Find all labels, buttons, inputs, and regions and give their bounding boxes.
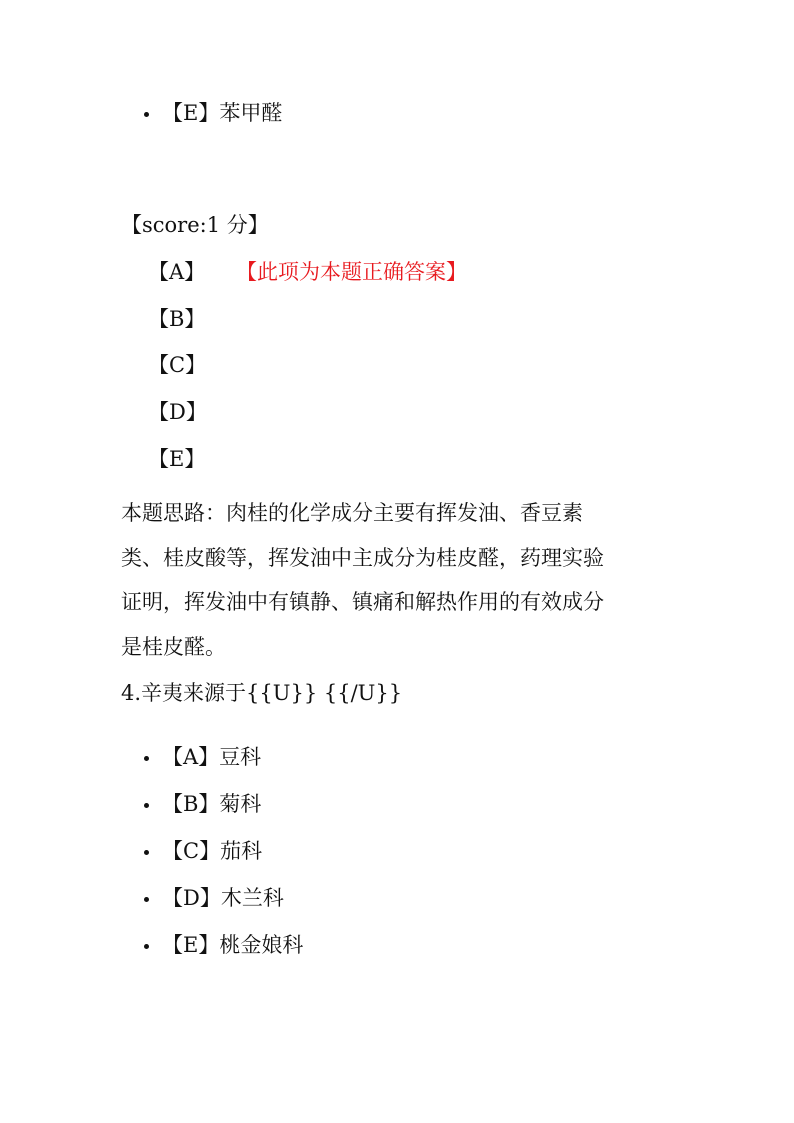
option-label: 【C】茄科 (162, 839, 263, 863)
option-label: 【B】菊科 (162, 792, 262, 816)
bullet-icon (144, 756, 149, 761)
explanation-line: 本题思路：肉桂的化学成分主要有挥发油、香豆素 (121, 501, 583, 525)
correct-answer-tag: 【此项为本题正确答案】 (236, 260, 467, 284)
option-label: 【E】苯甲醛 (162, 101, 283, 125)
explanation-line: 证明，挥发油中有镇静、镇痛和解热作用的有效成分 (121, 590, 604, 614)
answer-letter: 【A】 (148, 260, 206, 284)
bullet-icon (144, 850, 149, 855)
option-label: 【E】桃金娘科 (162, 933, 304, 957)
explanation-paragraph (121, 491, 681, 669)
explanation-line: 是桂皮醛。 (121, 634, 226, 659)
answer-letter: 【B】 (148, 307, 206, 331)
bullet-icon (144, 803, 149, 808)
explanation-line: 类、桂皮酸等，挥发油中主成分为桂皮醛，药理实验 (121, 545, 604, 570)
bullet-icon (144, 112, 149, 117)
answer-letter: 【D】 (148, 400, 207, 424)
bullet-icon (144, 944, 149, 949)
bullet-icon (144, 897, 149, 902)
answer-letter: 【C】 (148, 353, 207, 377)
option-label: 【A】豆科 (162, 745, 262, 769)
score-label: 【score:1 分】 (121, 213, 269, 237)
question-stem: 4.辛夷来源于{{U}} {{/U}} (121, 681, 403, 705)
answer-letter: 【E】 (148, 447, 206, 471)
option-label: 【D】木兰科 (162, 886, 284, 910)
